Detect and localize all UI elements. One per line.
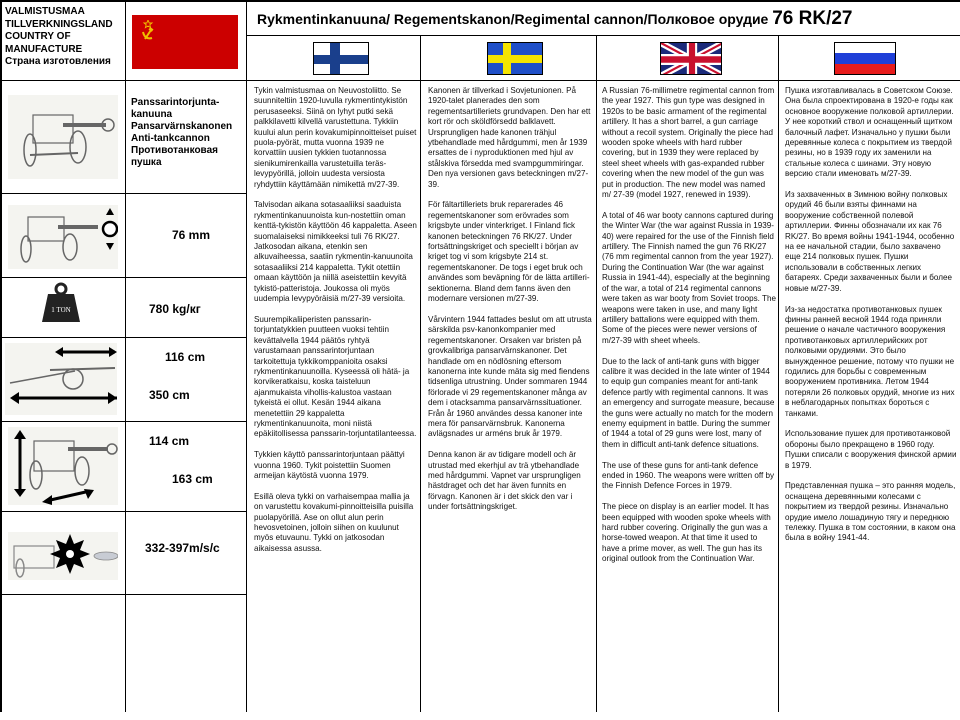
- paragraph: Пушка изготавливалась в Советском Союзе. Она была спроектирована в 1920-е годы как основное вооружение полковой артиллерии. У нее короткий ствол и оснащенный щитком балочный лафет. Изначально у пушки были деревянные колеса с покрытием из твердой резины, но в 1939 году их заменили на стальные колеса с шинами. Эту новую версию стали именовать м/27-39.: [785, 86, 954, 179]
- type-line-ru-2: пушка: [131, 157, 162, 168]
- cannon-height-width-icon: [8, 427, 118, 505]
- muzzle-velocity-value: 332-397m/s/c: [145, 541, 220, 555]
- paragraph: Vårvintern 1944 fattades beslut om att utrusta särskilda psv-kanonkompanier med regementskanoner. Orsaken var bristen på grovkalibriga pansarvärnskanoner. Det handlade om en nödlösning eftersom kanonerna inte kunde mäta sig med fiendens tidsenliga utrustning. Under sommaren 1944 förlorade vi 29 regementskanoner många av dem i otacksamma pansarvärnssituationer. Från år 1960 användes dessa kanoner inte mera för pansarvärnsbruk. Kanonerna avlägsnades ur arméns bruk år 1979.: [428, 314, 592, 439]
- divider: [0, 80, 960, 81]
- label-line-en-1: COUNTRY OF: [5, 31, 71, 42]
- paragraph: Tykin valmistusmaa on Neuvostoliitto. Se suunniteltiin 1920-luvulla rykmentintykistön perusaseeksi. Siinä on lyhyt putki sekä palkkilavetti kilvellä varustettuna. Tykkiin kuului alun perin kovakumipinnoitteiset puiset puola-pyörät, mutta vuonna 1939 ne korvattiin uusien tykkien tuotannossa sienikumirenkailla varustetuilla teräs-levypyörillä, jolloin uudesta versiosta ryhdyttiin käyttämään nimikettä m/27-39.: [254, 86, 417, 189]
- text-column-russian: [785, 86, 957, 554]
- weight-1-ton-icon: [40, 282, 82, 322]
- divider: [0, 594, 246, 595]
- paragraph: Использование пушек для противотанковой обороны было прекращено в 1960 году. Пушки списали с вооружения финской армии в 1979.: [785, 429, 957, 470]
- paragraph: Talvisodan aikana sotasaaliiksi saaduista rykmentinkanuunoista kun-nostettiin oman kenttä-tykistön käyttöön 46 kappaletta. Aseen suomalaiseksi nimikkeeksi tuli 76 RK/27. Jatkosodan aikana, etenkin sen alkuvaiheessa, saatiin rykmentin-kanuunoita sotasaaliiksi 214 kappaletta. Tykit otettiin omaan käyttöön ja niillä aseistettiin kevyitä tykistö-patteristoja. Joukossa oli myös uudempia levypyöräisiä m/27-39 versioita.: [254, 200, 417, 304]
- divider: [0, 421, 246, 422]
- united-kingdom-flag-icon: [660, 42, 722, 75]
- total-length-value: 350 cm: [149, 388, 190, 402]
- weight-value: 780 kg/кг: [149, 302, 201, 316]
- sweden-flag-icon: [487, 42, 543, 75]
- paragraph: Esillä oleva tykki on varhaisempaa mallia ja on varustettu kovakumi-pinnoitteisilla puisilla puolapyörillä. Ase on ollut alun perin hevosvetoinen, jolloin siihen on kuulunut myös etuvaunu. Tykki on jatkosodan aikaisessa asussa.: [254, 491, 414, 553]
- paragraph: Из захваченных в Зимнюю войну полковых орудий 46 были взяты финнами на вооружение собственной полевой артиллерии. Финны обозначали их как 76 RK/27. Во время войны 1941-1944, особенно на ее начальной стадии, было захвачено еще 214 полковых пушек. Пушки использовали в собственных легких батареях. Среди захваченных были и более новые м/27-39.: [785, 190, 955, 293]
- country-of-manufacture-label: [5, 6, 127, 69]
- type-label: [131, 97, 246, 169]
- divider: [125, 0, 126, 712]
- paragraph: A Russian 76-millimetre regimental cannon from the year 1927. This gun type was designed in 1920s to be basic armament of the regimental artillery. It has a short barrel, a gun carriage without a recoil system. Originally the piece had wooden spoke wheels with hard rubber covering, but in 1939 they were replaced by steel sheet wheels with gas-expanded rubber covering when the new model of the gun was put in production. The new model was named m/ 27-39 (model 1927, renewed in 1939).: [602, 86, 775, 200]
- divider: [0, 277, 246, 278]
- divider: [0, 511, 246, 512]
- finland-flag-icon: [313, 42, 369, 75]
- text-column-finnish: [254, 86, 418, 565]
- type-line-fi-2: kanuuna: [131, 109, 173, 120]
- paragraph: A total of 46 war booty cannons captured during the Winter War (the war against Russia in 1939-40) were repaired for the use of the Finnish field artillery. The Finnish named the gun 76 RK/27 (76 mm regimental cannon from the year 1927). During the Continuation War (the war against Russia in 1941-44), especially at the beginning of the war, a total of 214 regimental cannons were taken as war booty from Soviet troops. The weapons were taken in use, and many light artillery battalions were equipped with them. Some of the pieces were newer versions of m/27-39 with sheet wheels.: [602, 210, 776, 345]
- type-line-sv: Pansarvärnskanonen: [131, 121, 233, 132]
- paragraph: Из-за недостатка противотанковых пушек финны ранней весной 1944 года приняли решение о начале частичного вооружения противотанковых артиллерийских рот полковыми орудиями. Это было вынужденное решение, потому что пушки не годились для борьбы с современным вооружением противника. Летом 1944 потеряли 26 полковых орудий, многие из них в неблагодарных попытках бороться с танками.: [785, 304, 955, 418]
- text-column-swedish: [428, 86, 594, 523]
- paragraph: Tykkien käyttö panssarintorjuntaan päättyi vuonna 1960. Tykit poistettiin Suomen armeijan käytöstä vuonna 1979.: [254, 450, 405, 480]
- barrel-length-value: 116 cm: [165, 350, 206, 364]
- label-line-fi: VALMISTUSMAA: [5, 6, 85, 17]
- divider: [778, 35, 779, 712]
- paragraph: The use of these guns for anti-tank defence ended in 1960. The weapons were written off by the Finnish Defence Forces in 1979.: [602, 460, 775, 491]
- label-line-sv: TILLVERKNINGSLAND: [5, 18, 113, 30]
- ussr-flag-icon: [132, 15, 238, 69]
- paragraph: The piece on display is an earlier model. It has been equipped with wooden spoke wheels with hard rubber covering. Originally the gun was a horse-towed weapon. At that time it used to have a prime mover, as well. The gun has its original outlook from the Continuation War.: [602, 502, 771, 564]
- divider: [0, 337, 246, 338]
- paragraph: Представленная пушка – это ранняя модель, оснащена деревянными колесами с покрытием из твердой резины. Изначально орудие имело лошадиную тягу и переднюю тележку. Пушка в том состоянии, в каком она была в войну 1941-44.: [785, 481, 956, 543]
- divider: [596, 35, 597, 712]
- text-column-english: [602, 86, 776, 575]
- muzzle-blast-icon: [8, 532, 118, 580]
- cannon-side-view-icon: [8, 95, 118, 179]
- cannon-calibre-icon: [8, 205, 118, 269]
- divider: [246, 35, 960, 36]
- label-line-ru: Страна изготовления: [5, 56, 111, 67]
- calibre-value: 76 mm: [172, 228, 211, 242]
- russia-flag-icon: [834, 42, 896, 75]
- paragraph: Suurempikaliiperisten panssarin-torjuntatykkien puutteen vuoksi tehtiin kevättalvella 1944 päätös ryhtyä varustamaan panssarintorjuntaan tarkoitettuja tykkikomppanioita osaksi rykmentinkanuunoilla. Kyseessä oli hätä- ja korvikeratkaisu, koska taisteluun ajanmukaista vihollis-kalustoa vastaan tykeistä ei ollut. Kesän 1944 aikana menetettiin 29 kappaletta rykmentinkanuunoita, moni niistä epäkiitollisessa panssarin-torjuntatilanteessa.: [254, 314, 417, 439]
- divider: [0, 193, 246, 194]
- model-designation: 76 RK/27: [772, 8, 853, 29]
- paragraph: Kanonen är tillverkad i Sovjetunionen. På 1920-talet planerades den som regementsartilleriets grundvapen. Den har ett kort rör och sköldförsedd balklavett. Ursprungligen hade kanonen trähjul ytbehandlade med hårdgummi, men år 1939 ersattes de i nyproduktionen med hjul av stålskiva försedda med svampgummiringar. Den nya versionen gavs beteckningen m/27-39.: [428, 86, 591, 189]
- paragraph: Due to the lack of anti-tank guns with bigger calibre it was decided in the late winter of 1944 to equip gun companies meant for anti-tank defence partly with regimental cannons. It was an emergency and surrogate measure, because the guns were actually no match for the modern enemy equipment in battle. During the summer of 1944 a total of 29 guns were lost, many of them in difficult anti-tank defence situations.: [602, 356, 775, 449]
- svg-text:1 TON: 1 TON: [51, 306, 71, 314]
- width-value: 163 cm: [172, 472, 213, 486]
- paragraph: För fältartilleriets bruk reparerades 46 regementskanoner som erövrades som krigsbyte under vinterkriget. I Finland fick kanonen beteckningen 76 RK/27. Under fortsättningskriget och speciellt i början av kriget tog vi som krigsbyte 214 st. regementskanoner. De togs i eget bruk och användes som beväpning för de lätta artilleri-sektionerna. Bland dem fanns även den modernare versionen m/27-39.: [428, 200, 590, 304]
- type-line-en: Anti-tankcannon: [131, 133, 210, 144]
- divider: [420, 35, 421, 712]
- page-title: [257, 8, 957, 30]
- title-text: Rykmentinkanuuna/ Regementskanon/Regimental cannon/Полковое орудие: [257, 11, 773, 27]
- cannon-length-icon: [5, 343, 117, 415]
- divider: [246, 0, 247, 712]
- height-value: 114 cm: [149, 434, 190, 448]
- paragraph: Denna kanon är av tidigare modell och är utrustad med ekerhjul av trä ytbehandlade med hårdgummi. Vapnet var ursprungligen hästdraget och det har även funnits en förvagn. Kanonen är i det skick den var i under fortsättningskriget.: [428, 450, 581, 512]
- type-line-fi-1: Panssarintorjunta-: [131, 97, 220, 108]
- type-line-ru-1: Противотанковая: [131, 145, 218, 156]
- label-line-en-2: MANUFACTURE: [5, 43, 83, 55]
